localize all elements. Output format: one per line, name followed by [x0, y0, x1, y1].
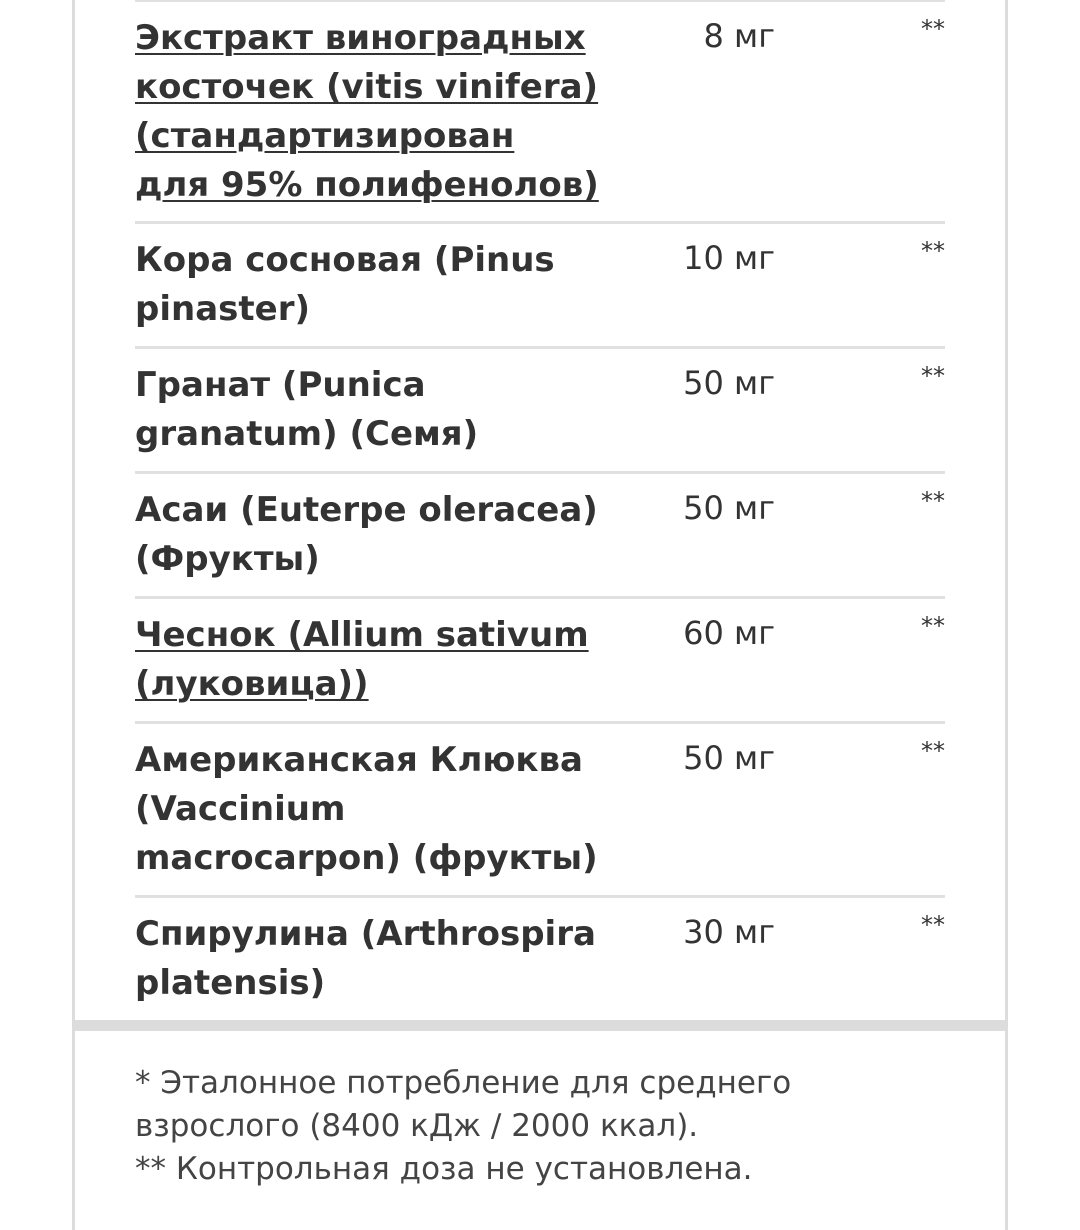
ingredient-row	[135, 349, 945, 474]
ingredient-row	[135, 2, 945, 224]
ingredient-name-link[interactable]: Чеснок (Allium sativum (луковица))	[135, 615, 589, 704]
ingredient-row	[135, 224, 945, 349]
section-divider-bar	[75, 1020, 1005, 1031]
daily-value-marker: **	[921, 911, 945, 939]
ingredient-name: Асаи (Euterpe oleracea) (Фрукты)	[135, 490, 598, 579]
ingredient-amount: 50 мг	[683, 364, 775, 402]
ingredient-name: Гранат (Punica granatum) (Семя)	[135, 365, 479, 454]
footnotes	[135, 1062, 945, 1191]
ingredient-row	[135, 898, 945, 1020]
daily-value-marker: **	[921, 15, 945, 43]
footnote-dv-not-established: ** Контрольная доза не установлена.	[135, 1151, 753, 1187]
ingredient-amount: 8 мг	[703, 17, 775, 55]
ingredient-row	[135, 724, 945, 898]
ingredient-amount: 50 мг	[683, 489, 775, 527]
ingredient-amount: 10 мг	[683, 239, 775, 277]
daily-value-marker: **	[921, 362, 945, 390]
daily-value-marker: **	[921, 237, 945, 265]
ingredient-name-link[interactable]: Экстракт виноградных косточек (vitis vinifera) (стандартизирован для 95% полифенолов)	[135, 18, 599, 205]
footnote-reference-intake: * Эталонное потребление для среднего	[135, 1065, 792, 1101]
ingredient-amount: 60 мг	[683, 614, 775, 652]
daily-value-marker: **	[921, 737, 945, 765]
footnote-reference-intake-cont: взрослого (8400 кДж / 2000 ккал).	[135, 1108, 699, 1144]
ingredient-amount: 50 мг	[683, 739, 775, 777]
ingredient-amount: 30 мг	[683, 913, 775, 951]
ingredient-row	[135, 474, 945, 599]
ingredient-row	[135, 599, 945, 724]
ingredient-name: Спирулина (Arthrospira platensis)	[135, 914, 596, 1003]
daily-value-marker: **	[921, 612, 945, 640]
ingredient-name: Американская Клюква (Vaccinium macrocarpon) (фрукты)	[135, 740, 598, 878]
daily-value-marker: **	[921, 487, 945, 515]
ingredient-name: Кора сосновая (Pinus pinaster)	[135, 240, 555, 329]
